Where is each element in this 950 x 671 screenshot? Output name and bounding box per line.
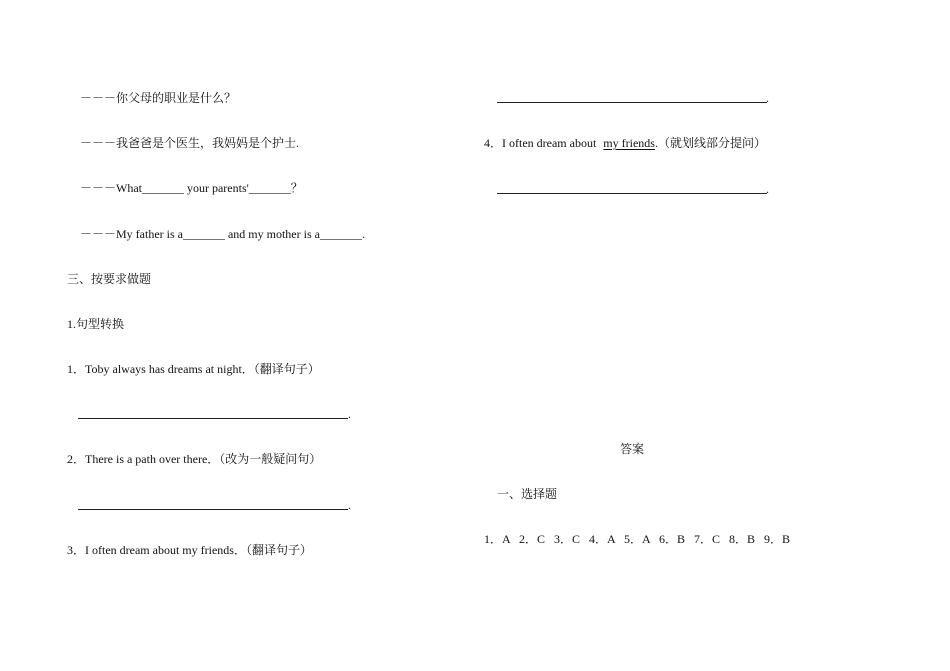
answer-line-4[interactable] (497, 193, 767, 194)
question-4 (484, 135, 766, 151)
answer-line-2-period: . (348, 498, 351, 512)
question-4-suffix: .（就划线部分提问） (654, 136, 766, 150)
answer-line-1[interactable] (78, 418, 348, 419)
answer-line-3-period: . (766, 91, 769, 105)
question-4-underlined: my friends (603, 136, 655, 150)
answer-line-3[interactable] (497, 102, 767, 103)
answer-list: 1．A 2．C 3．C 4．A 5．A 6．B 7．C 8．B 9．B (484, 532, 791, 546)
dialogue-question-chinese: －－－你父母的职业是什么？ (80, 91, 237, 105)
question-1: 1．Toby always has dreams at night．（翻译句子） (67, 362, 320, 376)
dialogue-answer-chinese: －－－我爸爸是个医生，我妈妈是个护士. (80, 136, 300, 150)
dialogue-question-english: －－－What_______ your parents'_______？ (80, 181, 303, 195)
answer-section-1-title: 一、选择题 (497, 487, 558, 501)
answer-line-4-period: . (766, 182, 769, 196)
question-3: 3．I often dream about my friends．（翻译句子） (67, 543, 312, 557)
question-4-prefix: 4．I often dream about (484, 136, 600, 150)
answer-key-title: 答案 (620, 442, 645, 456)
answer-line-1-period: . (348, 407, 351, 421)
answer-line-2[interactable] (78, 509, 348, 510)
dialogue-answer-english: －－－My father is a_______ and my mother is a_______. (80, 227, 365, 241)
question-2: 2．There is a path over there．（改为一般疑问句） (67, 452, 322, 466)
subsection-1-title: 1.句型转换 (67, 317, 125, 331)
section-3-title: 三、按要求做题 (67, 272, 152, 286)
